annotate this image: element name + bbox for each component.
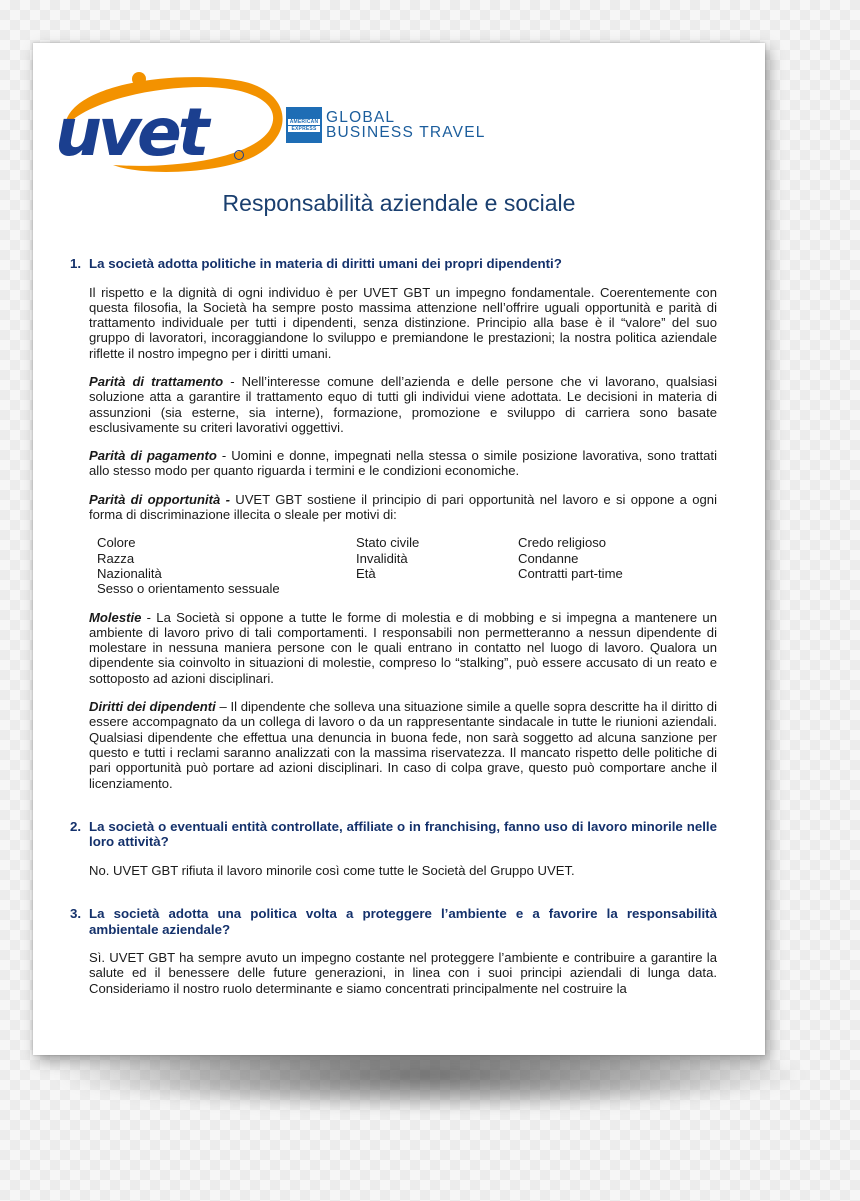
trattamento-label: Parità di trattamento <box>89 373 224 389</box>
amex-gbt-logo <box>286 107 486 143</box>
question-3-number: 3. <box>70 906 82 922</box>
ground-item: Stato civile <box>356 535 420 551</box>
opportunita-text: UVET GBT sostiene il principio di pari opportunità nel lavoro e si oppone a ogni forma di discriminazione illecita o sleale per motivi di: <box>89 491 717 523</box>
ground-item: Nazionalità <box>97 565 162 581</box>
question-1 <box>70 256 717 272</box>
question-2-number: 2. <box>70 818 82 834</box>
q2-answer: No. UVET GBT rifiuta il lavoro minorile così come tutte le Società del Gruppo UVET. <box>89 862 575 878</box>
diritti-label: Diritti dei dipendenti <box>89 699 216 715</box>
question-3-text: La società adotta una politica volta a proteggere l’ambiente e a favorire la responsabilità ambientale aziendale? <box>89 906 717 937</box>
question-2-text: La società o eventuali entità controllate, affiliate o in franchising, fanno uso di lavoro minorile nelle loro attività? <box>89 818 717 850</box>
ground-item: Invalidità <box>356 550 408 566</box>
document-page <box>33 43 765 1055</box>
question-1-number: 1. <box>70 256 82 271</box>
question-1-text: La società adotta politiche in materia di diritti umani dei propri dipendenti? <box>89 256 562 271</box>
amex-logo-line2: EXPRESS <box>288 126 320 132</box>
pagamento-text: - Uomini e donne, impegnati nella stessa o simile posizione lavorativa, sono trattati allo stesso modo per quanto riguarda i termini e le condizioni economiche. <box>89 448 717 479</box>
ground-item: Credo religioso <box>518 535 607 551</box>
question-3 <box>70 906 717 937</box>
amex-logo-box <box>286 107 322 143</box>
page-title: Responsabilità aziendale e sociale <box>222 190 576 216</box>
gbt-line1: GLOBAL <box>326 109 396 126</box>
uvet-logo <box>53 65 289 177</box>
document-body <box>70 256 717 996</box>
ground-item <box>518 581 718 596</box>
discrimination-grounds-list <box>97 535 717 596</box>
q1-intro-paragraph: Il rispetto e la dignità di ogni individuo è per UVET GBT un impegno fondamentale. Coerentemente con questa filosofia, la Società ha sempre posto massima attenzione nell’offrire uguali opportunità e parità di trattamento individuale per tutti i dipendenti, senza distinzione. Principio alla base è il “valore” del suo gruppo di lavoratori, incoraggiandone lo sviluppo e premiandone le prestazioni; la nostra politica aziendale riflette il nostro impegno per i diritti umani. <box>89 284 717 361</box>
uvet-logo-wordmark: uvet <box>55 94 206 171</box>
opportunita-label: Parità di opportunità - <box>89 491 230 507</box>
ground-item: Condanne <box>518 550 579 566</box>
gbt-line2: BUSINESS TRAVEL <box>326 124 486 141</box>
diritti-paragraph <box>89 699 717 791</box>
ground-item: Età <box>356 565 376 581</box>
molestie-paragraph <box>89 610 717 686</box>
trattamento-text: - Nell’interesse comune dell’azienda e delle persone che vi lavorano, qualsiasi soluzione atta a garantire il trattamento equo di tutti gli individui viene adottata. Le decisioni in materia di assunzioni (sia esterne, sia interne), formazione, promozione e sviluppo di carriera sono basate esclusivamente su criteri lavorativi oggettivi. <box>89 373 718 435</box>
molestie-label: Molestie <box>89 609 142 625</box>
pagamento-label: Parità di pagamento <box>89 448 217 464</box>
ground-item <box>356 581 518 596</box>
amex-logo-line1: AMERICAN <box>289 119 319 125</box>
gbt-wordmark <box>326 110 486 140</box>
ground-item: Razza <box>97 550 135 566</box>
ground-item: Colore <box>97 535 136 551</box>
opportunita-paragraph <box>89 492 717 523</box>
ground-item: Sesso o orientamento sessuale <box>97 581 280 597</box>
pagamento-paragraph <box>89 448 717 479</box>
ground-item: Contratti part-time <box>518 565 623 581</box>
trattamento-paragraph <box>89 374 717 435</box>
diritti-text: – Il dipendente che solleva una situazione simile a quelle sopra descritte ha il diritto di essere accompagnato da un collega di lavoro o da un rappresentante sindacale in tutte le riunioni aziendali. Qualsiasi dipendente che effettua una denuncia in buona fede, non sarà soggetto ad alcuna sanzione per questo e tutti i reclami saranno analizzati con la massima riservatezza. Il mancato rispetto delle politiche di pari opportunità può portare ad azioni disciplinari. In caso di colpa grave, questo può comportare anche il licenziamento. <box>89 699 717 791</box>
question-2 <box>70 819 717 850</box>
molestie-text: - La Società si oppone a tutte le forme di molestia e di mobbing e si impegna a mantenere un ambiente di lavoro privo di tali comportamenti. I responsabili non permetteranno a nessun dipendente di molestare in nessuna maniera persone con le quali entrano in contatto nel luogo di lavoro. Qualora un dipendente sia coinvolto in situazioni di molestie, compreso lo “stalking”, può essere accusato di un reato e sottoposto ad azioni disciplinari. <box>89 609 717 686</box>
q3-answer: Sì. UVET GBT ha sempre avuto un impegno costante nel proteggere l’ambiente e contribuire a garantire la salute ed il benessere delle future generazioni, in linea con i suoi principi aziendali di lunga data. Consideriamo il nostro ruolo determinante e siamo concentrati principalmente nel costruire la <box>89 950 717 996</box>
